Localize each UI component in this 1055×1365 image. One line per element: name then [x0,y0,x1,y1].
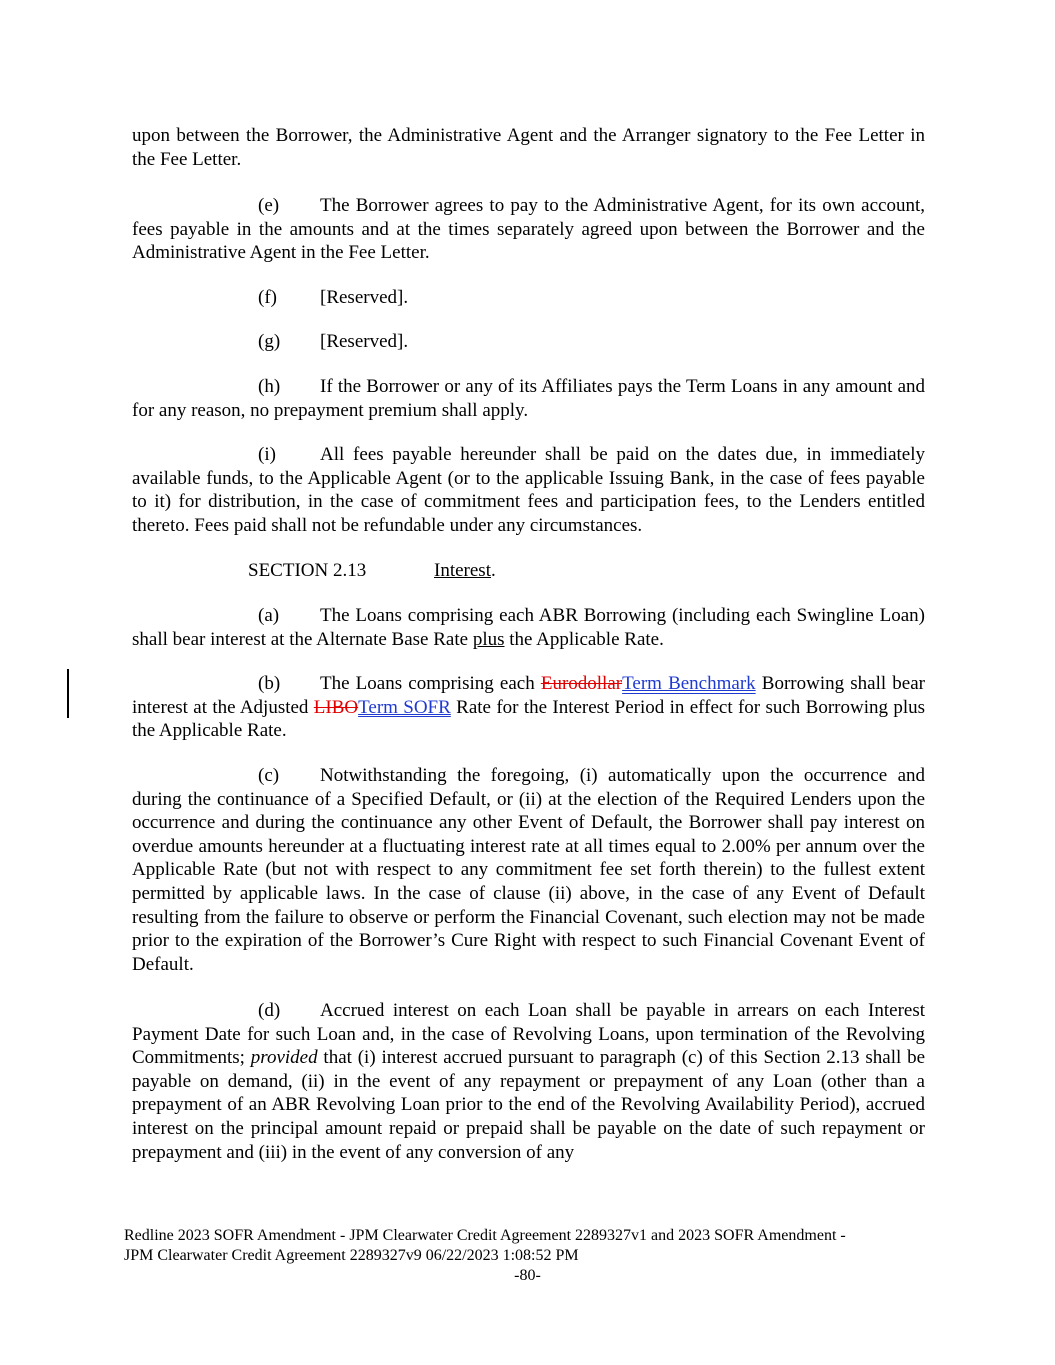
section-number: SECTION 2.13 [248,560,367,581]
paragraph-text: The Borrower agrees to pay to the Administrative Agent, for its own account, fees payable in the amounts and at the times separately agreed upon between the Borrower and the Administrative Agent in the Fee Letter. [132,195,925,264]
section-heading [248,559,925,583]
paragraph-marker: (f) [258,287,277,308]
section-title-period: . [490,560,496,581]
paragraph-text: Borrowing shall bear interest at the Adjusted [132,673,925,718]
deleted-text: Eurodollar [540,673,623,694]
paragraph-text: All fees payable hereunder shall be paid on the dates due, in immediately available funds, to the Applicable Agent (or to the applicable Issuing Bank, in the case of fees payable to it) for distribution, in the case of commitment fees and participation fees, to the Lenders entitled thereto. Fees paid shall not be refundable under any circumstances. [132,444,925,536]
revision-change-bar [67,669,69,718]
paragraph-marker: (e) [258,195,280,216]
paragraph-marker: (b) [258,673,281,694]
paragraph-text: Accrued interest on each Loan shall be payable in arrears on each Interest Payment Date for such Loan and, in the case of Revolving Loans, upon termination of the Revolving Commitments; [132,1000,925,1069]
paragraph-text: that (i) interest accrued pursuant to paragraph (c) of this Section 2.13 shall be payable on demand, (ii) in the event of any repayment or prepayment of any Loan (other than a prepayment of an ABR Revolving Loan prior to the end of the Revolving Availability Period), accrued interest on the principal amount repaid or prepaid shall be payable on the date of such repayment or prepayment and (iii) in the event of any conversion of any [132,1047,925,1163]
italic-term: provided [250,1047,318,1069]
section-title: Interest [434,560,491,581]
footer-line: Redline 2023 SOFR Amendment - JPM Clearwater Credit Agreement 2289327v1 and 2023 SOFR Amendment - [124,1227,846,1244]
paragraph-marker: (i) [258,444,276,465]
paragraph-c [132,764,925,976]
paragraph-text: If the Borrower or any of its Affiliates pays the Term Loans in any amount and for any reason, no prepayment premium shall apply. [132,376,925,421]
paragraph-marker: (g) [258,331,281,352]
paragraph-f [132,286,925,310]
paragraph-text: Notwithstanding the foregoing, (i) automatically upon the occurrence and during the continuance of a Specified Default, or (ii) at the election of the Required Lenders upon the occurrence and during the continuance any other Event of Default, the Borrower shall pay interest on overdue amounts hereunder at a fluctuating interest rate at all times equal to 2.00% per annum over the Applicable Rate (but not with respect to any commitment fee set forth therein) to the fullest extent permitted by applicable laws. In the case of clause (ii) above, in the case of any Event of Default resulting from the failure to observe or perform the Financial Covenant, such election may not be made prior to the expiration of the Borrower’s Cure Right with respect to such Financial Covenant Event of Default. [132,765,925,975]
paragraph-a [132,604,925,651]
underlined-term: plus [472,628,505,650]
paragraph-h [132,375,925,422]
paragraph-marker: (d) [258,1000,281,1021]
deleted-text: LIBO [313,696,359,718]
inserted-text: Term Benchmark [622,673,756,694]
paragraph-text: The Loans comprising each ABR Borrowing (including each Swingline Loan) shall bear interest at the Alternate Base Rate [132,605,925,650]
paragraph-d [132,999,925,1164]
footer-line: JPM Clearwater Credit Agreement 2289327v9 06/22/2023 1:08:52 PM [124,1246,579,1264]
paragraph-text: Rate for the Interest Period in effect for such Borrowing plus the Applicable Rate. [132,696,925,742]
paragraph-continuation [132,124,925,171]
paragraph-text: the Applicable Rate. [504,628,664,650]
paragraph-marker: (a) [258,605,280,626]
paragraph-text: [Reserved]. [320,331,409,352]
paragraph-marker: (h) [258,376,281,397]
page-number: -80- [514,1267,541,1284]
paragraph-text: The Loans comprising each [320,673,541,694]
paragraph-i [132,443,925,537]
paragraph-b [132,672,925,743]
page-footer [124,1226,944,1265]
paragraph-text: upon between the Borrower, the Administrative Agent and the Arranger signatory to the Fee Letter in the Fee Letter. [132,125,925,170]
paragraph-text: [Reserved]. [320,287,409,308]
paragraph-g [132,330,925,354]
paragraph-marker: (c) [258,765,280,786]
inserted-text: Term SOFR [358,696,451,718]
paragraph-e [132,194,925,265]
